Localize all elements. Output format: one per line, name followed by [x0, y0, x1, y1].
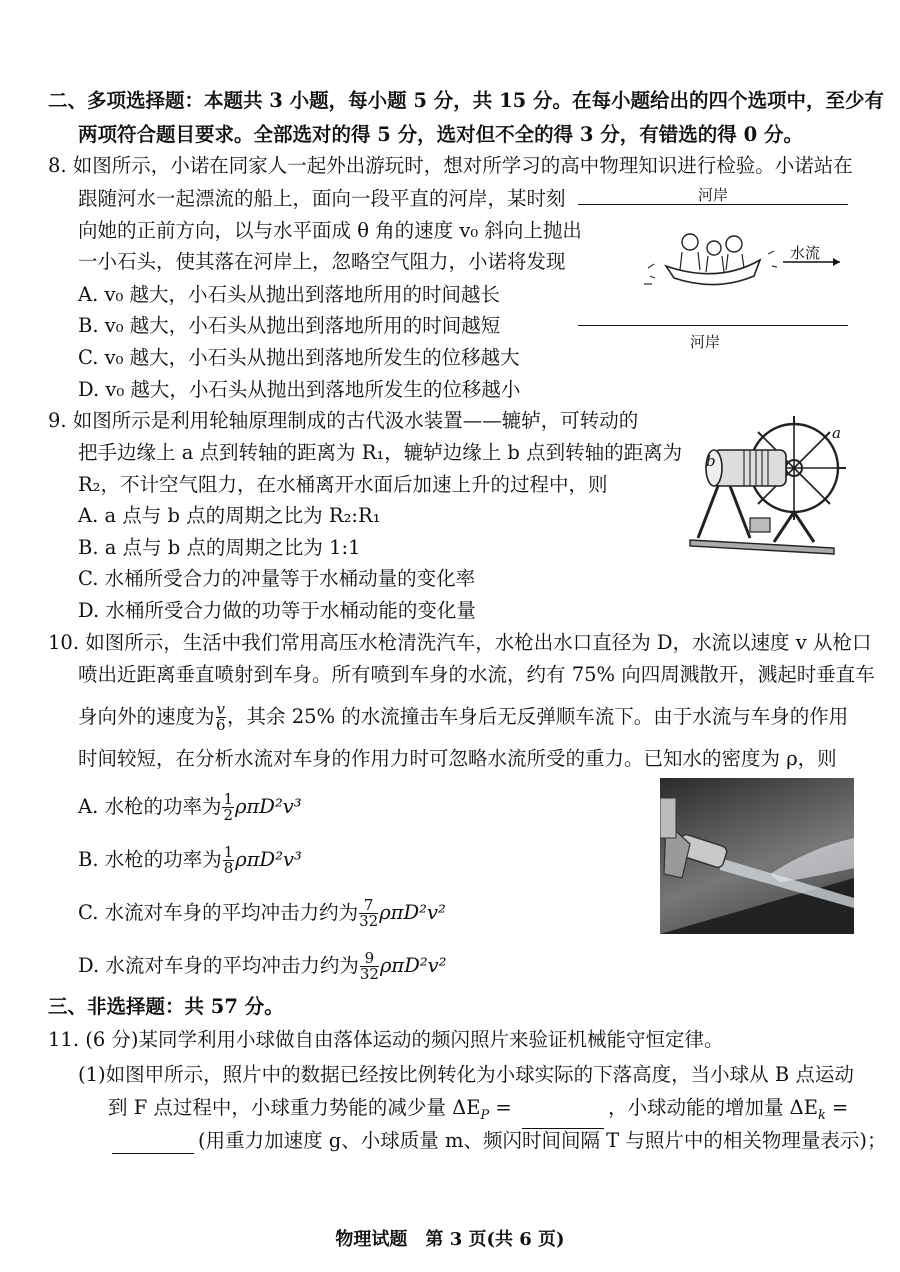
option-b-formula: ρπD²v³: [235, 848, 302, 871]
option-a-formula: ρπD²v³: [235, 795, 302, 818]
river-bank-bottom-label: 河岸: [690, 333, 721, 351]
q8-option-c: C. v₀ 越大，小石头从抛出到落地所发生的位移越大: [78, 346, 520, 369]
option-b-denominator: 8: [223, 859, 234, 877]
q9-option-a: A. a 点与 b 点的周期之比为 R₂:R₁: [78, 504, 381, 527]
q10-option-a: [78, 792, 302, 823]
q9-option-d: D. 水桶所受合力做的功等于水桶动能的变化量: [78, 599, 476, 622]
fraction-numerator: v: [216, 700, 225, 718]
q9-stem-line2: 把手边缘上 a 点到转轴的距离为 R₁，辘轳边缘上 b 点到转轴的距离为: [78, 441, 683, 464]
option-c-numerator: 7: [359, 898, 378, 914]
water-gun-photo: [660, 778, 854, 934]
page-footer: 物理试题 第 3 页(共 6 页): [335, 1229, 565, 1250]
river-bank-top-label: 河岸: [698, 186, 729, 204]
q10-stem-line1: 10. 如图所示，生活中我们常用高压水枪清洗汽车，水枪出水口直径为 D，水流以速度 v 从枪口: [48, 631, 872, 654]
q11-part1-line1: (1)如图甲所示，照片中的数据已经按比例转化为小球实际的下落高度，当小球从 B 点运动: [78, 1063, 854, 1086]
q11-stem-line1: 11. (6 分)某同学利用小球做自由落体运动的频闪照片来验证机械能守恒定律。: [48, 1028, 724, 1051]
potential-energy-text: 到 F 点过程中，小球重力势能的减少量 ΔE: [108, 1096, 481, 1119]
option-d-text: D. 水流对车身的平均冲击力约为: [78, 954, 359, 977]
q10-stem-line4: 时间较短，在分析水流对车身的作用力时可忽略水流所受的重力。已知水的密度为 ρ，则: [78, 747, 837, 770]
q8-stem-line2: 跟随河水一起漂流的船上，面向一段平直的河岸，某时刻: [78, 187, 566, 210]
q9-windlass-figure: [684, 402, 854, 560]
q9-stem-line3: R₂，不计空气阻力，在水桶离开水面后加速上升的过程中，则: [78, 473, 608, 496]
q10-line3-prefix: 身向外的速度为: [78, 705, 215, 728]
option-b-text: B. 水枪的功率为: [78, 848, 222, 871]
q8-option-a: A. v₀ 越大，小石头从抛出到落地所用的时间越长: [78, 283, 501, 306]
q10-option-c: [78, 898, 446, 929]
point-b-label: b: [706, 452, 716, 470]
q10-option-d: [78, 951, 447, 982]
option-a-fraction: [222, 792, 234, 823]
option-d-numerator: 9: [360, 951, 379, 967]
boat-illustration: [578, 184, 848, 354]
q8-stem-line1: 8. 如图所示，小诺在同家人一起外出游玩时，想对所学习的高中物理知识进行检验。小诺站在: [48, 154, 853, 177]
equals-sign-2: =: [825, 1096, 849, 1119]
q11-expression-note: (用重力加速度 g、小球质量 m、频闪时间间隔 T 与照片中的相关物理量表示)；: [198, 1129, 887, 1152]
q10-stem-line2: 喷出近距离垂直喷射到车身。所有喷到车身的水流，约有 75% 向四周溅散开，溅起时垂直车: [78, 663, 875, 686]
option-b-numerator: 1: [223, 843, 234, 861]
q8-stem-line4: 一小石头，使其落在河岸上，忽略空气阻力，小诺将发现: [78, 250, 566, 273]
option-a-text: A. 水枪的功率为: [78, 795, 222, 818]
option-c-text: C. 水流对车身的平均冲击力约为: [78, 901, 359, 924]
q9-option-b: B. a 点与 b 点的周期之比为 1:1: [78, 536, 361, 559]
q8-stem-line3: 向她的正前方向，以与水平面成 θ 角的速度 v₀ 斜向上抛出: [78, 219, 582, 242]
potential-energy-subscript: P: [480, 1107, 490, 1123]
option-d-denominator: 32: [359, 965, 379, 983]
option-c-formula: ρπD²v²: [379, 901, 446, 924]
q9-stem-line1: 9. 如图所示是利用轮轴原理制成的古代汲水装置——辘轳，可转动的: [48, 409, 639, 432]
option-a-denominator: 2: [223, 806, 234, 824]
q10-option-b: [78, 845, 302, 876]
speed-fraction: [216, 702, 226, 733]
q10-line3-suffix: ，其余 25% 的水流撞击车身后无反弹顺车流下。由于水流与车身的作用: [227, 705, 849, 728]
section3-heading: 三、非选择题：共 57 分。: [48, 995, 284, 1018]
q8-option-d: D. v₀ 越大，小石头从抛出到落地所发生的位移越小: [78, 378, 521, 401]
q8-option-b: B. v₀ 越大，小石头从抛出到落地所用的时间越短: [78, 314, 501, 337]
option-c-fraction: [359, 898, 378, 929]
option-b-fraction: [223, 845, 235, 876]
water-flow-label: 水流: [790, 244, 821, 262]
option-d-fraction: [360, 951, 379, 982]
kinetic-energy-subscript: k: [817, 1107, 826, 1123]
q8-river-figure: [578, 184, 848, 354]
q11-part1-line3: [108, 1128, 887, 1154]
option-d-formula: ρπD²v²: [379, 954, 447, 977]
equals-sign: =: [489, 1096, 518, 1119]
q11-part1-line2: [108, 1095, 848, 1129]
water-gun-illustration: [660, 778, 854, 934]
river-bank-bottom-line: [578, 325, 848, 326]
q9-option-c: C. 水桶所受合力的冲量等于水桶动量的变化率: [78, 567, 476, 590]
answer-blank-kinetic[interactable]: [112, 1133, 194, 1154]
kinetic-energy-text: ，小球动能的增加量 ΔE: [607, 1096, 818, 1119]
windlass-illustration: [684, 402, 854, 560]
option-a-numerator: 1: [223, 790, 234, 808]
section2-heading-line1: 二、多项选择题：本题共 3 小题，每小题 5 分，共 15 分。在每小题给出的四个选项中，至少有: [48, 89, 885, 112]
fraction-denominator: 6: [215, 716, 226, 734]
q10-stem-line3: [78, 702, 848, 733]
point-a-label: a: [832, 424, 841, 442]
section2-heading-line2: 两项符合题目要求。全部选对的得 5 分，选对但不全的得 3 分，有错选的得 0 分。: [78, 123, 803, 146]
answer-blank-potential[interactable]: [522, 1108, 604, 1129]
option-c-denominator: 32: [359, 912, 379, 930]
